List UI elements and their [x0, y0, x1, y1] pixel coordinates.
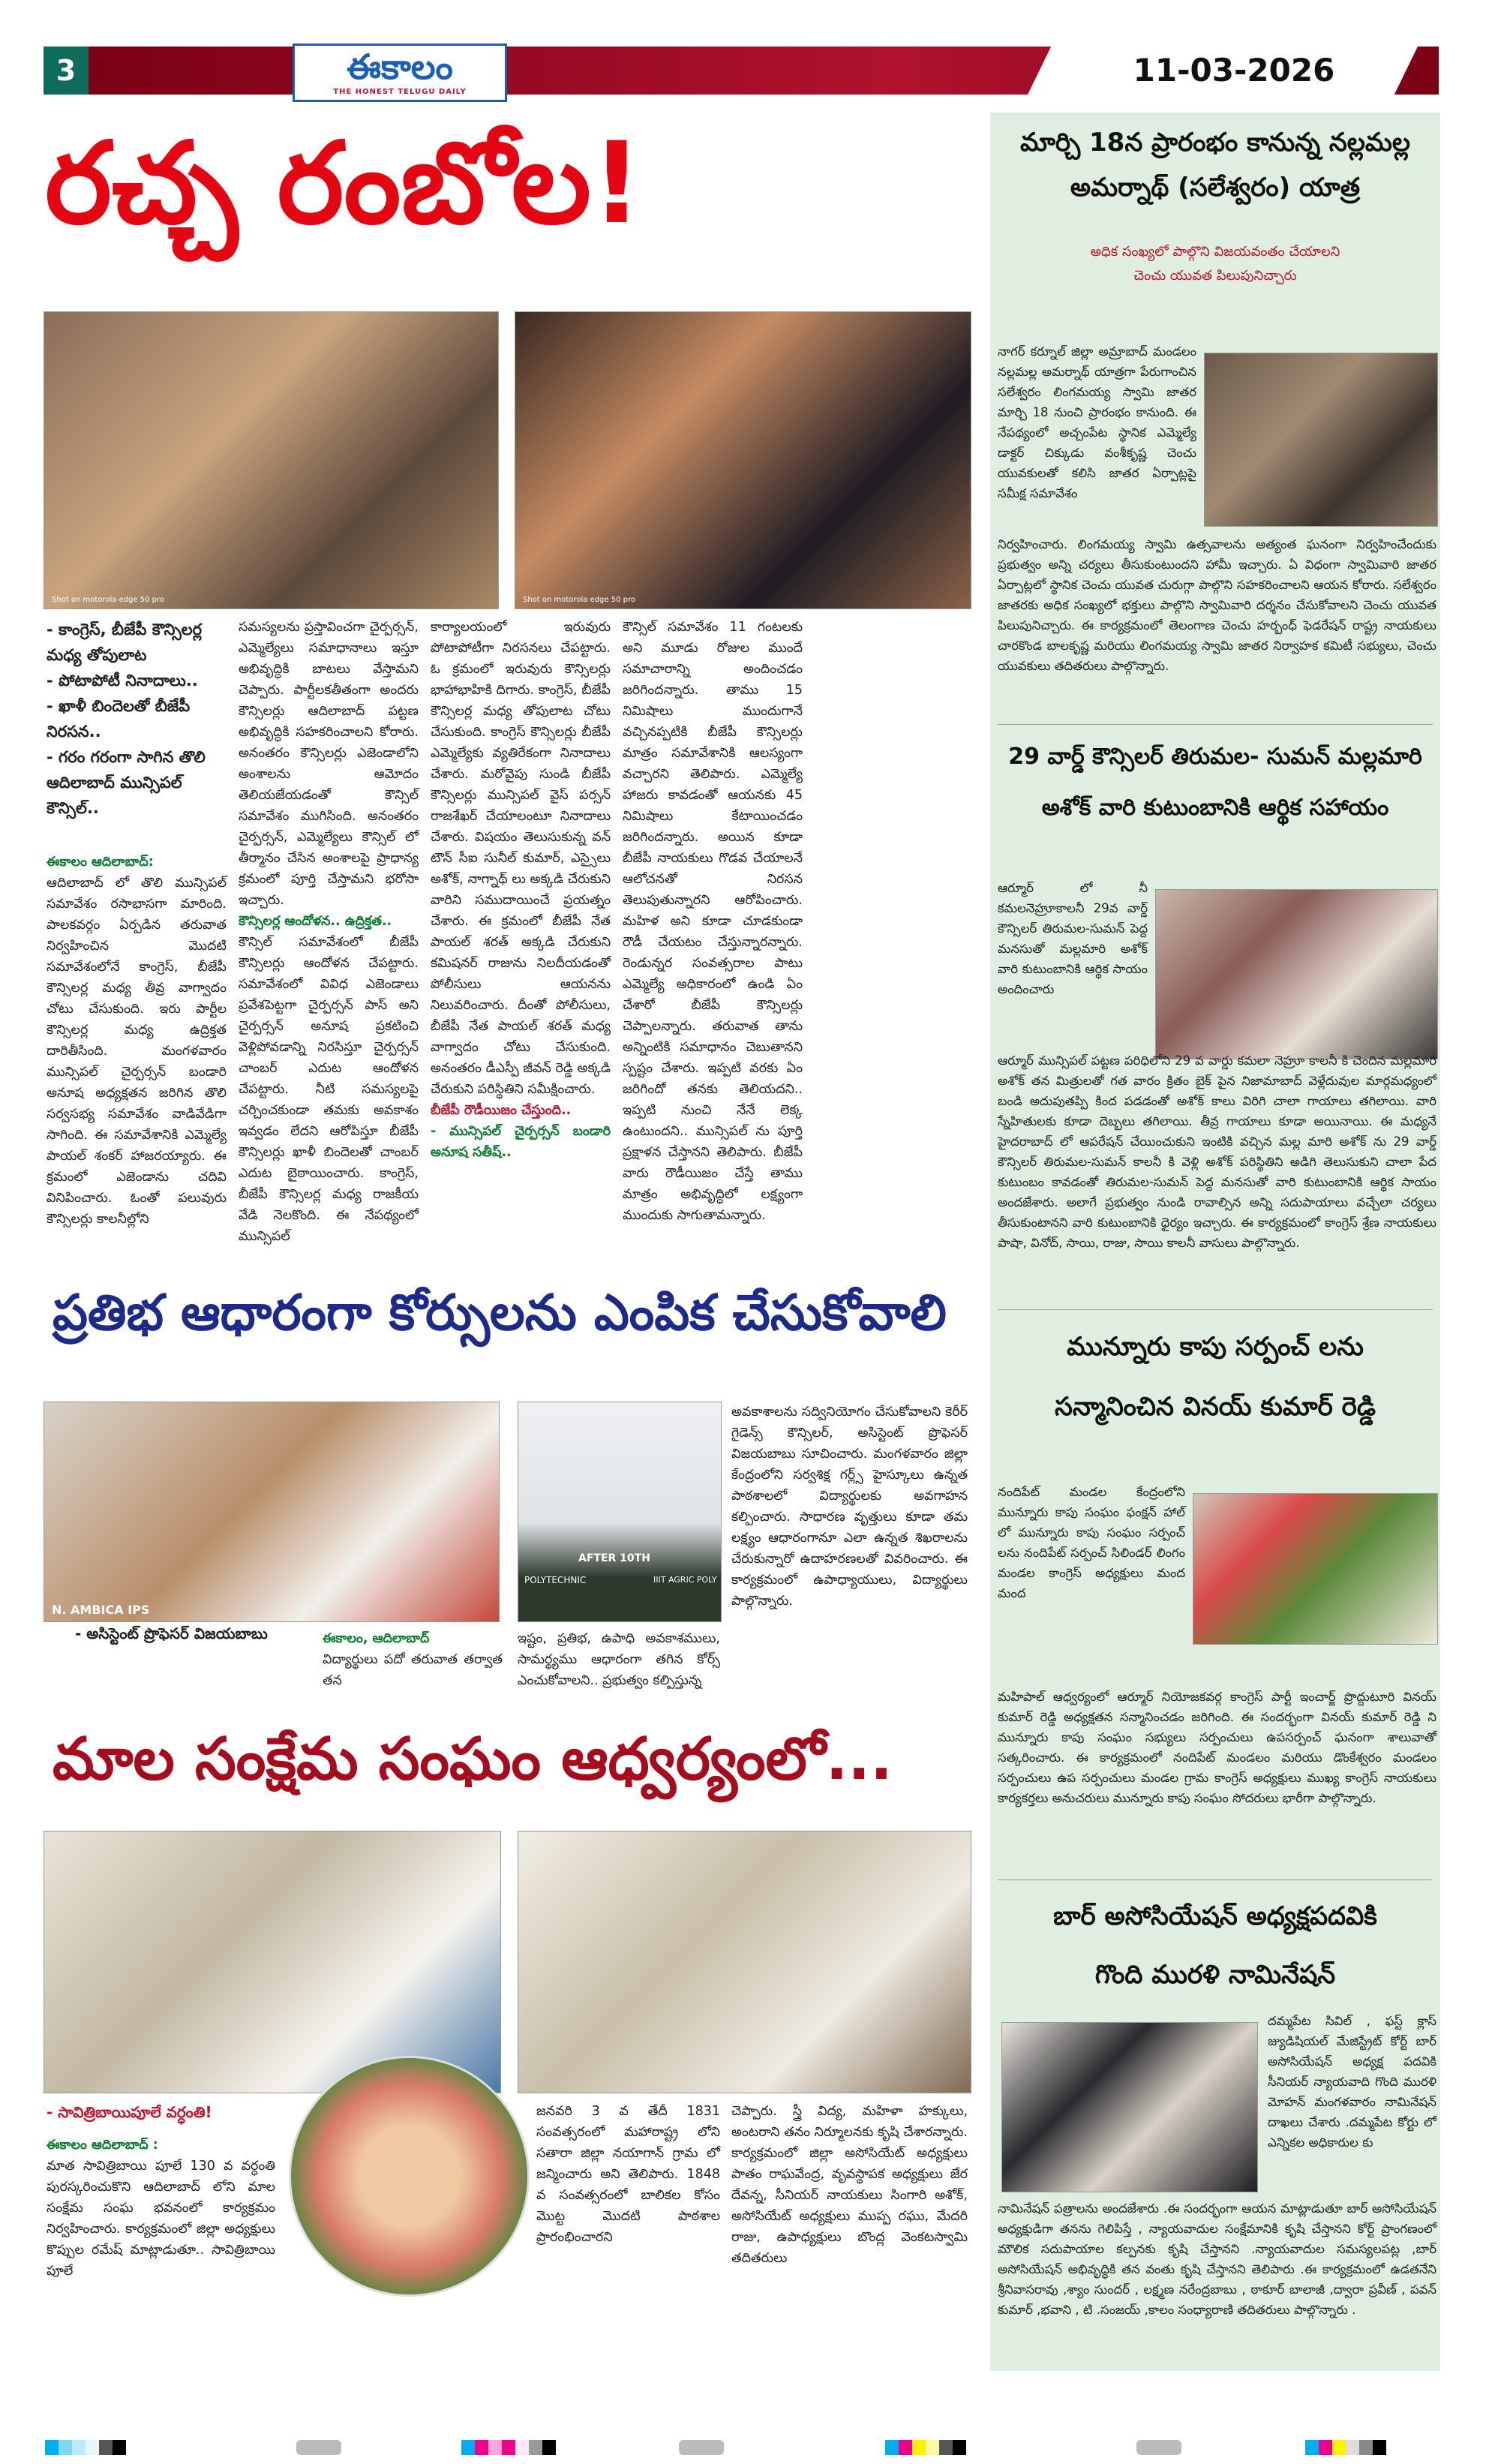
- article-text: ఇష్టం, ప్రతిభ, ఉపాధి అవకాశములు, సామర్థ్యము ఆధారంగా తగిన కోర్స్ ఎంచుకోవాలని.. ప్రభుత్వం కల్పిస్తున్న: [518, 1631, 720, 1688]
- sidebar-story4-text-a: దమ్మపేట సివిల్ , ఫస్ట్ క్లాస్ జ్యుడిషియల్ మేజిస్ట్రేట్ కోర్ట్ బార్ అసోసియేషన్ అధ్యక్ష పదవికి సీనియర్ న్యాయవాది గొంది మురళి మోహన్ మంగళవారం నామినేషన్ దాఖలు చేశారు .దమ్మపేట కోర్టు లో ఎన్నికల అధికారుల కు: [1268, 2014, 1436, 2150]
- main-col-3: [431, 617, 611, 1163]
- main-col-1: [47, 852, 227, 1230]
- board-text-left: POLYTECHNIC: [524, 1575, 587, 1585]
- sidebar-story1-text-a: నాగర్ కర్నూల్ జిల్లా అమ్రాబాద్ మండలం నల్లమల్ల అమర్నాథ్ యాత్రగా పేరుగాంచిన సలేశ్వరం లింగమయ్య స్వామి జాతర మార్చి 18 నుంచి ప్రారంభం కానుంది. ఈ నేపథ్యంలో అచ్చంపేట స్థానిక ఎమ్మెల్యే డాక్టర్ చిక్కుడు వంశీకృష్ణ చెంచు యువకులతో కలిసి జాతర ఏర్పాట్లపై సమీక్ష సమావేశం: [998, 344, 1196, 500]
- story3-photo-1: [44, 1831, 501, 2093]
- main-col-2: [239, 617, 419, 1247]
- sidebar-story3-title: [998, 1317, 1433, 1437]
- bullet-item: - పోటాపోటీ నినాదాలు..: [47, 672, 198, 690]
- print-color-bar: [885, 2440, 966, 2455]
- sidebar-story2-text-a: ఆర్మూర్ లో నీ కమలనెహ్రూకాలనీ 29వ వార్డ్ కౌన్సిలర్ తిరుమల-సుమన్ పెద్ద మనసుతో మల్లమారి అశోక్ వారి కుటుంబానికి ఆర్థిక సాయం అందించారు: [998, 881, 1148, 996]
- sidebar-story3-photo: [1193, 1493, 1438, 1645]
- story2-col-a: [323, 1628, 503, 1691]
- sidebar-story2-text-b: ఆర్మూర్ మున్సిపల్ పట్టణ పరిధిలోని 29 వ వార్డు కమలా నెహ్రూ కాలనీ కి చెందిన మల్లమారి అశోక్ తన మిత్రులతో గత వారం క్రితం బైక్ పైన నిజామాబాద్ వెళ్లేదువుల మార్గమధ్యంలో బండి అదుపుతప్పి కింద పడడంతో అశోక్ కాలు విరిగి చాలా గాయాలు తగిలాయి. వారి స్నేహితులకు కూడా దెబ్బలు తగిలాయి. తీవ్ర గాయాలు కూడా అయినాయి. ఈ మధ్యనే హైదరాబాద్ లో ఆపరేషన్ చేయించుకుని ఇంటికి వచ్చిన మల్ల మారి అశోక్ ను 29 వార్డ్ కౌన్సిలర్ తిరుమల-సుమన్ కాలనీ కి వెళ్లి అశోక్ పరిస్థితిని అడిగి తెలుసుకుని చాలా పేద కుటుంబం కావడంతో తిరుమల-సుమన్ పెద్ద మనసుతో వారి కుటుంబానికి ఆర్థిక సాయం అందజేశారు. అలాగే ప్రభుత్వం నుండి రావాల్సిన అన్ని సదుపాయాలు వచ్చేలా చర్యలు తీసుకుంటానని వారి కుటుంబానికి ధైర్యం ఇచ్చారు. ఈ కార్యక్రమంలో కాంగ్రెస్ శ్రేణ నాయకులు పాషా, వినోద్, సాయి, రాజు, సాయి కాలనీ వాసులు పాల్గొన్నారు.: [998, 1053, 1436, 1250]
- article-text: కౌన్సిల్ సమావేశంలో బీజేపీ కౌన్సిలర్లు ఆందోళన చేపట్టారు. సమావేశంలో వివిధ ఎజెండాలు ప్రవేశపెట్టగా చైర్పర్సన్ పాస్ అని చైర్పర్సన్ అనూష ప్రకటించి వెళ్లిపోవడాన్ని నిరసిస్తూ చైర్పర్సన్ చాంబర్ ఎదుట ఆందోళన చేపట్టారు. నీటి సమస్యలపై చర్చించకుండా తమకు అవకాశం ఇవ్వడం లేదని ఆరోపిస్తూ బీజేపీ కౌన్సిలర్లు ఖాళీ బిందెలతో చాంబర్ ఎదుట బైఠాయించారు. కాంగ్రెస్, బీజేపీ కౌన్సిలర్ల మధ్య రాజకీయ వేడి నెలకొంది. ఈ నేపథ్యంలో మున్సిపల్: [239, 935, 419, 1244]
- article-text: విద్యార్థులు పదో తరువాత తర్వాత తన: [323, 1652, 503, 1688]
- story2-photo-2: [518, 1402, 722, 1622]
- savitribai-portrait: [289, 2056, 530, 2297]
- main-col-4: [623, 617, 803, 1226]
- print-color-bar: [1305, 2440, 1386, 2455]
- title-line: గొంది మురళి నామినేషన్: [1094, 1960, 1336, 1990]
- sub-line: అధిక సంఖ్యలో పాల్గొని విజయవంతం చేయాలని: [1090, 244, 1340, 260]
- title-line: సన్మానించిన వినయ్ కుమార్ రెడ్డి: [1054, 1392, 1376, 1422]
- article-text: కౌన్సిల్ సమావేశం 11 గంటలకు అని మూడు రోజుల ముందే సమాచారాన్ని అందించడం జరిగిందన్నారు. తాము 15 నిమిషాలు ముందుగానే వచ్చినప్పటికి బీజేపీ కౌన్సిలర్లు మాత్రం సమావేశానికి ఆలస్యంగా వచ్చారని తెలిపారు. ఎమ్మెల్యే హాజరు కావడంతో ఆయనకు 45 నిమిషాలు కేటాయించడం జరిగిందన్నారు. అయిన కూడా బీజేపీ నాయకులు గొడవ చేయాలనే ఆలోచనతో నిరసన తెలుపుతున్నారని ఆరోపించారు. మహిళ అని కూడా చూడకుండా రౌడీ చేయటం చేస్తున్నారన్నారు. రెండున్నర సంవత్సరాల పాటు ఎమ్మెల్యే అధికారంలో ఉండి ఏం చేశారో బీజేపీ కౌన్సిలర్లు చెప్పాలన్నారు. తరువాత తాను అన్నింటికి సమాధానం చెబుతానని స్పష్టం చేశారు. ఇప్పటి వరకు ఏం జరిగిందో తనకు తెలియదని.. ఇప్పటి నుంచి నేనే లెక్క ఉంటుందని.. మున్సిపల్ ను పూర్తి ప్రక్షాళన చేస్తానని తెలిపారు. బీజేపీ వారు రౌడీయిజం చేస్తే తాము మాత్రం అభివృద్ధిలో లక్ష్యంగా ముందుకు సాగుతామన్నారు.: [623, 620, 803, 1223]
- main-bullets: [47, 617, 227, 821]
- story3-col-c: [731, 2101, 968, 2269]
- print-color-bar: [461, 2440, 556, 2455]
- story3-headline: మాల సంక్షేమ సంఘం ఆధ్వర్యంలో...: [53, 1726, 893, 1793]
- sidebar-story3-text-b: మహిపాల్ ఆధ్వర్యంలో ఆర్మూర్ నియోజకవర్గ కాంగ్రెస్ పార్టీ ఇంచార్జ్ ప్రొద్దుటూరి వినయ్ కుమార్ రెడ్డి అధ్యక్షతన సన్మానించడం జరిగింది. ఈ సందర్భంగా వినయ్ కుమార్ రెడ్డి ని మున్నూరు కాపు సంఘం సభ్యులు సర్పంచులు ఉపసర్పంచ్ ఘనంగా శాలువాతో సత్కరించారు. ఈ కార్యక్రమంలో నందిపేట్ మండలం మరియు డొంకేశ్వరం మండలం సర్పంచులు ఉప సర్పంచులు మండల గ్రామ కాంగ్రెస్ అధ్యక్షులు ముఖ్య కాంగ్రెస్ నాయకులు కార్యకర్తలు అనుచరులు మున్నూరు కాపు సంఘం సోదరులు భారీగా పాల్గొన్నారు.: [998, 1690, 1436, 1805]
- story3-subhead: - సావిత్రిబాయిపూలే వర్ధంతి!: [47, 2103, 212, 2121]
- title-line: అమర్నాథ్ (సలేశ్వరం) యాత్ర: [1070, 173, 1361, 203]
- main-headline: రచ్చ రంబోల!: [45, 119, 643, 249]
- masthead-title: ఈకాలం: [347, 47, 453, 87]
- board-text: AFTER 10TH: [578, 1552, 650, 1564]
- banner-text: N. AMBICA IPS: [52, 1603, 150, 1617]
- story3-photo-2: [518, 1831, 971, 2093]
- story3-col-a: [47, 2135, 275, 2282]
- title-line: మున్నూరు కాపు సర్పంచ్ లను: [1067, 1332, 1364, 1362]
- article-text: జనవరి 3 వ తేదీ 1831 సంవత్సరంలో మహారాష్ట్ర లోని సతారా జిల్లా నయాగాన్ గ్రామ లో జన్మించారు అని తెలిపారు. 1848 వ సంవత్సరంలో బాలికల కోసం మొట్ట మొదటి పాఠశాల ప్రారంభించారని: [536, 2104, 720, 2245]
- page-number: 3: [44, 47, 89, 95]
- title-line: మార్చి 18న ప్రారంభం కానున్న నల్లమల్ల: [1020, 128, 1410, 158]
- sidebar-story4-photo: [1001, 2022, 1258, 2192]
- title-line: అశోక్ వారి కుటుంబానికి ఆర్థిక సహాయం: [1041, 795, 1389, 821]
- sidebar-divider: [998, 1309, 1433, 1310]
- story2-col-c: [731, 1402, 968, 1612]
- sidebar-story1-title: [998, 120, 1433, 210]
- issue-date: 11-03-2026: [1133, 52, 1335, 89]
- sidebar-divider: [998, 724, 1433, 725]
- photo-caption: Shot on motorola edge 50 pro: [523, 596, 635, 604]
- print-color-bar: [1136, 2440, 1181, 2455]
- print-color-bar: [296, 2440, 341, 2455]
- subhead: కౌన్సిలర్ల ఆందోళన.. ఉద్రిక్తత..: [239, 914, 392, 929]
- article-text: అవకాశాలను సద్వినియోగం చేసుకోవాలని కెరీర్ గైడెన్స్ కౌన్సిలర్, అసిస్టెంట్ ప్రొఫెసర్ విజయబాబు సూచించారు. మంగళవారం జిల్లా కేంద్రంలోని సర్వశిక్ష గర్ల్స్ హైస్కూలు ఉన్నత పాఠశాలలో విద్యార్థులకు అవగాహన కల్పించారు. సాధారణ వృత్తులు కూడా తమ లక్ష్యం ఆధారంగానూ ఎలా ఉన్నత శిఖరాలను చేరుకున్నారో ఉదాహరణలతో వివరించారు. ఈ కార్యక్రమంలో ఉపాధ్యాయులు, విద్యార్థులు పాల్గొన్నారు.: [731, 1405, 968, 1609]
- main-photo-1: [44, 311, 499, 609]
- print-color-bar: [45, 2440, 126, 2455]
- story3-col-b: [536, 2101, 720, 2248]
- dateline: ఈకాలం ఆదిలాబాద్:: [47, 855, 154, 870]
- sidebar-story1-text-b: నిర్వహించారు. లింగమయ్య స్వామి ఉత్సవాలను అత్యంత ఘనంగా నిర్వహించేందుకు ప్రభుత్వం అన్ని చర్యలు తీసుకుంటుందని హామీ ఇచ్చారు. ఏ విధంగా స్వామివారి జాతర ఏర్పాట్లలో స్థానిక చెంచు యువత చురుగ్గా పాల్గొని సహకరించాలని ఆయన కోరారు. సలేశ్వరం జాతరకు అధిక సంఖ్యలో భక్తులు పాల్గొని స్వామివారి దర్శనం చేసుకోవాలని చెంచు యువత పిలుపునిచ్చారు. ఈ కార్యక్రమంలో తెలంగాణ చెంచు హర్బంధ్ ఫెడరేషన్ రాష్ట్ర నాయకులు చారకొండ బాలకృష్ణ మరియు లింగమయ్య స్వామి జాతర నిర్వాహక కమిటీ సభ్యులు, చెంచు యువకులు తదితరులు పాల్గొన్నారు.: [998, 537, 1436, 673]
- sidebar-story4-text-b: నామినేషన్ పత్రాలను అందజేశారు .ఈ సందర్భంగా ఆయన మాట్లాడుతూ బార్ అసోసియేషన్ అధ్యక్షుడిగా తనను గెలిపిస్తే , న్యాయవాదుల సంక్షేమానికి కృషి చేస్తానని కోర్ట్ ప్రాంగణంలో మౌలిక సదుపాయాల కల్పనకు కృషి చేస్తానని .న్యాయవాదుల సమస్యలపట్ల ,బార్ అసోసియేషన్ అభివృద్ధికి తన వంతు కృషి చేస్తానని తెలిపారు .ఈ కార్యక్రమంలో ఉడతనేని శ్రీనివాసరావు ,శ్యాం సుందర్ , లక్ష్మణ నరేంద్రబాబు , ఠాకూర్ బాలాజీ ,ద్వారా ప్రవీణ్ , పవన్ కుమార్ ,భవాని , టి .సంజయ్ ,కాలం సంధ్యారాణి తదితరులు పాల్గొన్నారు .: [998, 2201, 1436, 2317]
- masthead-tagline: THE HONEST TELUGU DAILY: [333, 88, 467, 96]
- sidebar-story2-photo: [1155, 889, 1438, 1059]
- title-line: బార్ అసోసియేషన్ అధ్యక్షపదవికి: [1053, 1901, 1377, 1931]
- bullet-item: - ఖాళీ బిందెలతో బీజేపీ నిరసన..: [47, 697, 191, 741]
- sidebar-story4-title: [998, 1887, 1433, 2004]
- bullet-item: - గరం గరంగా సాగిన తొలి ఆదిలాబాద్ మున్సిపల్ కౌన్సిల్..: [47, 748, 206, 817]
- sub-line: చెంచు యువత పిలుపునిచ్చారు: [1133, 268, 1297, 284]
- print-color-bar: [679, 2440, 724, 2455]
- article-text: మాత సావిత్రిబాయి పూలే 130 వ వర్ధంతి పురస్కరించుకొని ఆదిలాబాద్ లోని మాల సంక్షేమ సంఘ భవనంలో కార్యక్రమం నిర్వహించారు. కార్యక్రమంలో జిల్లా అధ్యక్షులు కొప్పుల రమేష్ మాట్లాడుతూ.. సావిత్రిబాయి పూలే: [47, 2159, 275, 2279]
- article-text: ఆదిలాబాద్ లో తొలి మున్సిపల్ సమావేశం రసాభాసగా మారింది. పాలకవర్గం ఏర్పడిన తరువాత నిర్వహించిన మొదటి సమావేశంలోనే కాంగ్రెస్, బీజేపీ కౌన్సిలర్ల మధ్య తీవ్ర వాగ్వాదం చోటు చేసుకుంది. ఇరు పార్టీల కౌన్సిలర్ల మధ్య ఉద్రిక్తత దారితీసింది. మంగళవారం మున్సిపల్ చైర్పర్సన్ బండారి అనూష అధ్యక్షతన జరిగిన తొలి సర్వసభ్య సమావేశం వాడివేడిగా సాగింది. ఈ సమావేశానికి ఎమ్మెల్యే పాయల్ శంకర్ హాజరయ్యారు. ఈ క్రమంలో ఎజెండాను చదివి వినిపించారు. ఓంతో పలువురు కౌన్సిలర్లు కాలనీల్లోని: [47, 876, 227, 1227]
- quote-attribution: - మున్సిపల్ చైర్పర్సన్ బండారి అనూష సతీష్..: [431, 1124, 611, 1160]
- masthead-logo: [293, 44, 507, 102]
- story2-photo-caption: - అసిస్టెంట్ ప్రొఫెసర్ విజయబాబు: [75, 1624, 268, 1642]
- story2-col-b: [518, 1628, 720, 1691]
- bullet-item: - కాంగ్రెస్, బీజేపీ కౌన్సిలర్ల మధ్య తోపులాట: [47, 621, 203, 664]
- article-text: చెప్పారు. స్త్రీ విద్య, మహిళా హక్కులు, అంటరాని తనం నిర్మూలనకు కృషి చేశారన్నారు. కార్యక్రమంలో జిల్లా అసోసియేట్ అధ్యక్షులు పాతం రాఘవేంద్ర, వృవస్థాపక అధ్యక్షులు జేర దేవన్న, సీనియర్ నాయకులు సింగారి అశోక్, అసోసియేట్ అధ్యక్షులు ముప్ప రఘు, మేదరి రాజు, ఉపాధ్యక్షులు బొంద్ల వెంకటస్వామి తదితరులు: [731, 2104, 968, 2266]
- sidebar-story3-text-a: నందిపేట్ మండల కేంద్రంలోని మున్నూరు కాపు సంఘం ఫంక్షన్ హాల్ లో మున్నూరు కాపు సంఘం సర్పంచ్ లను నందిపేట్ సర్పంచ్ సిలిండర్ లింగం మండల కాంగ్రెస్ అధ్యక్షులు మంద మంద: [998, 1485, 1185, 1600]
- subhead: బీజేపీ రౌడీయిజం చేస్తుంది..: [431, 1103, 572, 1118]
- sidebar-story1-photo: [1204, 353, 1438, 527]
- article-text: కార్యాలయంలో ఇరువురు పోటాపోటీగా నిరసనలు చేపట్టారు. ఓ క్రమంలో ఇరువురు కౌన్సిలర్లు భాహాభాహికి దిగారు. కాంగ్రెస్, బీజేపీ కౌన్సిలర్ల మధ్య తోపులాట చోటు చేసుకుంది. కాంగ్రెస్ కౌన్సిలర్లు బీజేపీ ఎమ్మెల్యేకు వ్యతిరేకంగా నినాదాలు చేశారు. మరోవైపు సుండి బీజేపీ కౌన్సిలర్లు మున్సిపల్ వైస్ పర్సన్ రాజశేఖర్ చేయాలంటూ నినాదాలు చేశారు. విషయం తెలుసుకున్న వన్ టౌన్ సీఐ సునీల్ కుమార్, ఎస్సైలు అశోక్, నాగ్నాథ్ లు అక్కడి చేరుకుని వారిని సముదాయించే ప్రయత్నం చేశారు. ఈ క్రమంలో బీజేపీ నేత పాయల్ శరత్ అక్కడి చేరుకుని కమిషనర్ రాజును నిలదీయడంతో పోలీసులు ఆయనను నిలువరించారు. దీంతో పోలీసులు, బీజేపీ నేత పాయల్ శరత్ మధ్య వాగ్వాదం చోటు చేసుకుంది. అనంతరం డీఎస్పీ జీవన్ రెడ్డి అక్కడి చేరుకుని పరిస్థితిని సమీక్షించారు.: [431, 620, 611, 1097]
- article-text: సమస్యలను ప్రస్తావించగా చైర్పర్సన్, ఎమ్మెల్యేలు సమాధానాలు ఇస్తూ అభివృద్ధికి బాటలు వేస్తామని చెప్పారు. పార్టీలకతీతంగా అందరు కౌన్సిలర్లు ఆదిలాబాద్ పట్టణ అభివృద్ధికి సహకరించాలని కోరారు. అనంతరం కౌన్సిలర్లు ఎజెండాలోని అంశాలను ఆమోదం తెలియజేయడంతో కౌన్సిల్ సమావేశం ముగిసింది. అనంతరం చైర్పర్సన్, ఎమ్మెల్యేలు కౌన్సిల్ లో తీర్మానం చేసిన అంశాలపై ప్రాధాన్య క్రమంలో పూర్తి చేస్తామని భరోసా ఇచ్చారు.: [239, 620, 419, 908]
- dateline: ఈకాలం, ఆదిలాబాద్: [323, 1631, 430, 1646]
- photo-caption: Shot on motorola edge 50 pro: [52, 596, 164, 604]
- sidebar-story2-title: [998, 732, 1433, 834]
- title-line: 29 వార్డ్ కౌన్సిలర్ తిరుమల- సుమన్ మల్లమారి: [1008, 744, 1422, 770]
- dateline: ఈకాలం ఆదిలాబాద్ :: [47, 2138, 158, 2153]
- story2-headline: ప్రతిభ ఆధారంగా కోర్సులను ఎంపిక చేసుకోవాలి: [53, 1284, 947, 1342]
- sidebar-story1-sub: [998, 240, 1433, 288]
- main-photo-2: [515, 311, 971, 609]
- board-text-right: IIIT AGRIC POLY: [653, 1575, 717, 1585]
- story2-photo-1: [44, 1402, 500, 1622]
